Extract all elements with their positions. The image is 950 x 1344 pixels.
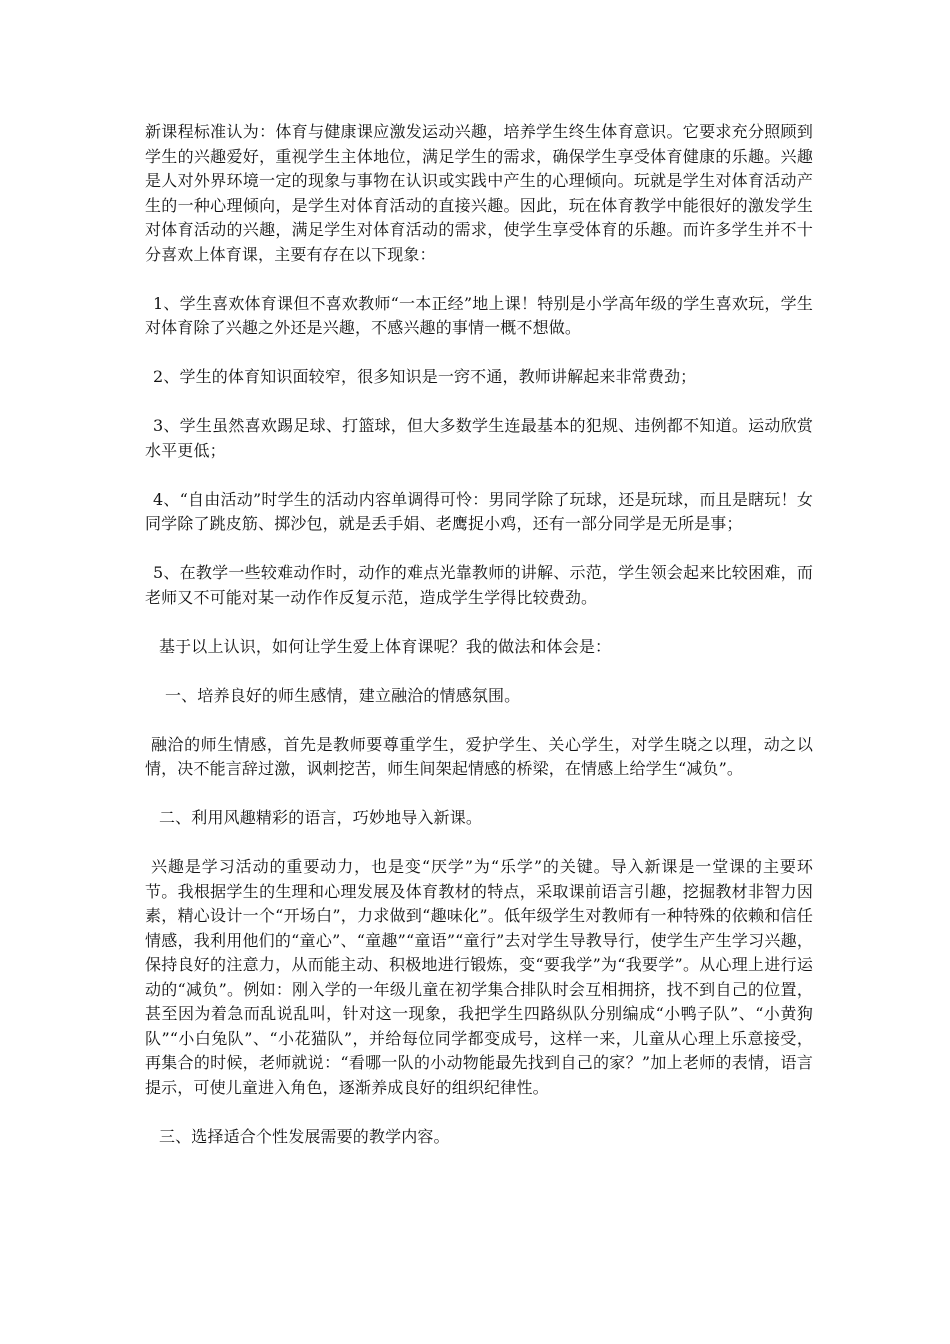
issue-2-paragraph: 2、学生的体育知识面较窄，很多知识是一窍不通，教师讲解起来非常费劲； bbox=[153, 367, 697, 386]
issue-5-paragraph: 5、在教学一些较难动作时，动作的难点光靠教师的讲解、示范，学生领会起来比较困难，而老师又不可能对某一动作作反复示范，造成学生学得比较费劲。 bbox=[145, 563, 813, 607]
section-3-heading: 三、选择适合个性发展需要的教学内容。 bbox=[159, 1126, 450, 1146]
issue-1-paragraph: 1、学生喜欢体育课但不喜欢教师“一本正经”地上课！特别是小学高年级的学生喜欢玩，学生对体育除了兴趣之外还是兴趣，不感兴趣的事情一概不想做。 bbox=[145, 293, 813, 337]
section-2-heading: 二、利用风趣精彩的语言，巧妙地导入新课。 bbox=[159, 808, 483, 827]
section-1-heading: 一、培养良好的师生感情，建立融洽的情感氛围。 bbox=[165, 685, 521, 705]
transition-paragraph: 基于以上认识，如何让学生爱上体育课呢？我的做法和体会是： bbox=[159, 636, 612, 656]
issue-4-paragraph: 4、“自由活动”时学生的活动内容单调得可怜：男同学除了玩球，还是玩球，而且是瞎玩！女同学除了跳皮筋、掷沙包，就是丢手娟、老鹰捉小鸡，还有一部分同学是无所是事； bbox=[145, 489, 813, 533]
section-1-body: 融洽的师生情感，首先是教师要尊重学生，爱护学生、关心学生，对学生晓之以理，动之以情，决不能言辞过激，讽刺挖苦，师生间架起情感的桥梁，在情感上给学生“减负”。 bbox=[145, 734, 813, 778]
document-body bbox=[145, 120, 813, 1174]
intro-paragraph: 新课程标准认为：体育与健康课应激发运动兴趣，培养学生终生体育意识。它要求充分照顾到学生的兴趣爱好，重视学生主体地位，满足学生的需求，确保学生享受体育健康的乐趣。兴趣是人对外界环境一定的现象与事物在认识或实践中产生的心理倾向。玩就是学生对体育活动产生的一种心理倾向，是学生对体育活动的直接兴趣。因此，玩在体育教学中能很好的激发学生对体育活动的兴趣，满足学生对体育活动的需求，使学生享受体育的乐趣。而许多学生并不十分喜欢上体育课，主要有存在以下现象： bbox=[145, 122, 813, 264]
section-2-body: 兴趣是学习活动的重要动力，也是变“厌学”为“乐学”的关键。导入新课是一堂课的主要环节。我根据学生的生理和心理发展及体育教材的特点，采取课前语言引趣，挖掘教材非智力因素，精心设计一个“开场白”，力求做到“趣味化”。低年级学生对教师有一种特殊的依赖和信任情感，我利用他们的“童心”、“童趣”“童语”“童行”去对学生导教导行，使学生产生学习兴趣，保持良好的注意力，从而能主动、积极地进行锻炼，变“要我学”为“我要学”。从心理上进行运动的“减负”。例如：刚入学的一年级儿童在初学集合排队时会互相拥挤，找不到自己的位置，甚至因为着急而乱说乱叫，针对这一现象，我把学生四路纵队分别编成“小鸭子队”、“小黄狗队”“小白兔队”、“小花猫队”，并给每位同学都变成号，这样一来，儿童从心理上乐意接受，再集合的时候，老师就说：“看哪一队的小动物能最先找到自己的家？”加上老师的表情，语言提示，可使儿童进入角色，逐渐养成良好的组织纪律性。 bbox=[145, 857, 813, 1097]
issue-3-paragraph: 3、学生虽然喜欢踢足球、打篮球，但大多数学生连最基本的犯规、违例都不知道。运动欣赏水平更低； bbox=[145, 416, 813, 460]
